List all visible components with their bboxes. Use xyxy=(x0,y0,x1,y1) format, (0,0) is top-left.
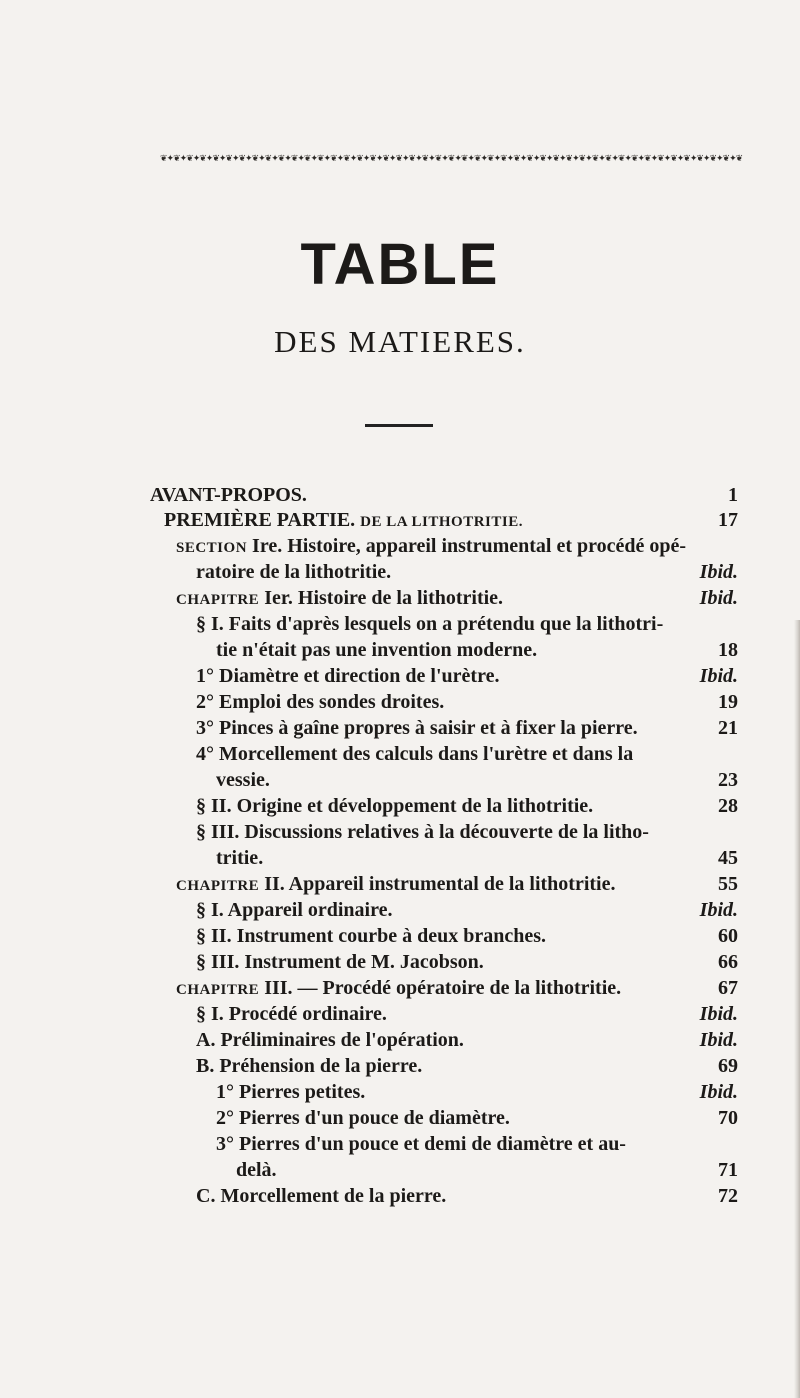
toc-entry: 1° Diamètre et direction de l'urètre. xyxy=(196,665,500,687)
page-title: TABLE xyxy=(300,232,500,297)
toc-page-number: 18 xyxy=(718,639,738,661)
toc-page-number: Ibid. xyxy=(699,899,738,921)
toc-entry: delà. xyxy=(236,1159,277,1181)
toc-entry: PREMIÈRE PARTIE. DE LA LITHOTRITIE. xyxy=(164,509,523,531)
toc-page-number: 67 xyxy=(718,977,738,999)
toc-page-number: Ibid. xyxy=(699,1081,738,1103)
toc-entry: § III. Discussions relatives à la découverte de la litho- xyxy=(196,821,649,843)
toc-page-number: 19 xyxy=(718,691,738,713)
toc-page-number: Ibid. xyxy=(699,665,738,687)
toc-page-number: 28 xyxy=(718,795,738,817)
toc-entry: § I. Faits d'après lesquels on a prétendu que la lithotri- xyxy=(196,613,664,635)
toc-page-number: Ibid. xyxy=(699,587,738,609)
toc-page-number: 1 xyxy=(728,484,738,506)
toc-entry: ratoire de la lithotritie. xyxy=(196,561,392,583)
page-edge-shadow xyxy=(794,620,800,1398)
toc-entry: 3° Pierres d'un pouce et demi de diamètre et au- xyxy=(216,1133,626,1155)
toc-entry: CHAPITRE II. Appareil instrumental de la lithotritie. xyxy=(176,873,616,895)
toc-entry: AVANT-PROPOS. xyxy=(150,484,307,506)
toc-page-number: 69 xyxy=(718,1055,738,1077)
toc-page-number: Ibid. xyxy=(699,1029,738,1051)
toc-page-number: 66 xyxy=(718,951,738,973)
toc-entry: SECTION Ire. Histoire, appareil instrumental et procédé opé- xyxy=(176,535,687,557)
toc-page-number: 60 xyxy=(718,925,738,947)
toc-entry: 3° Pinces à gaîne propres à saisir et à fixer la pierre. xyxy=(196,717,638,739)
toc-entry: CHAPITRE III. — Procédé opératoire de la lithotritie. xyxy=(176,977,622,999)
toc-page-number: Ibid. xyxy=(699,561,738,583)
toc-entry: tritie. xyxy=(216,847,264,869)
toc-entry: § II. Origine et développement de la lithotritie. xyxy=(196,795,594,817)
page-subtitle: DES MATIERES. xyxy=(274,324,526,359)
toc-page-number: 23 xyxy=(718,769,738,791)
toc-entry: 4° Morcellement des calculs dans l'urètre et dans la xyxy=(196,743,634,765)
toc-entry: C. Morcellement de la pierre. xyxy=(196,1185,447,1207)
ornamental-header-band: ❦✦❦✦❦✦❦✦❦✦❦✦❦✦❦✦❦✦❦✦❦✦❦✦❦✦❦✦❦✦❦✦❦✦❦✦❦✦❦✦❦✦❦✦❦✦❦✦❦✦❦✦❦✦❦✦❦✦❦✦❦✦❦✦❦✦❦✦❦✦❦✦❦✦❦✦❦✦❦✦❦✦❦✦❦✦❦✦❦ xyxy=(160,154,743,164)
toc-page-number: 21 xyxy=(718,717,738,739)
toc-entry: tie n'était pas une invention moderne. xyxy=(216,639,538,661)
toc-entry: § I. Appareil ordinaire. xyxy=(196,899,393,921)
toc-page-number: 55 xyxy=(718,873,738,895)
toc-page-number: 45 xyxy=(718,847,738,869)
toc-entry: vessie. xyxy=(216,769,270,791)
toc-entry: A. Préliminaires de l'opération. xyxy=(196,1029,464,1051)
toc-page-number: 70 xyxy=(718,1107,738,1129)
title-rule xyxy=(365,424,433,427)
toc-entry: B. Préhension de la pierre. xyxy=(196,1055,423,1077)
toc-page-number: 17 xyxy=(718,509,738,531)
toc-page-number: Ibid. xyxy=(699,1003,738,1025)
toc-entry: 2° Emploi des sondes droites. xyxy=(196,691,445,713)
toc-page-number: 71 xyxy=(718,1159,738,1181)
toc-entry: § III. Instrument de M. Jacobson. xyxy=(196,951,484,973)
toc-entry: 2° Pierres d'un pouce de diamètre. xyxy=(216,1107,510,1129)
toc-entry: CHAPITRE Ier. Histoire de la lithotritie. xyxy=(176,587,504,609)
toc-entry: § II. Instrument courbe à deux branches. xyxy=(196,925,547,947)
toc-entry: § I. Procédé ordinaire. xyxy=(196,1003,387,1025)
toc-page-number: 72 xyxy=(718,1185,738,1207)
toc-entry: 1° Pierres petites. xyxy=(216,1081,366,1103)
